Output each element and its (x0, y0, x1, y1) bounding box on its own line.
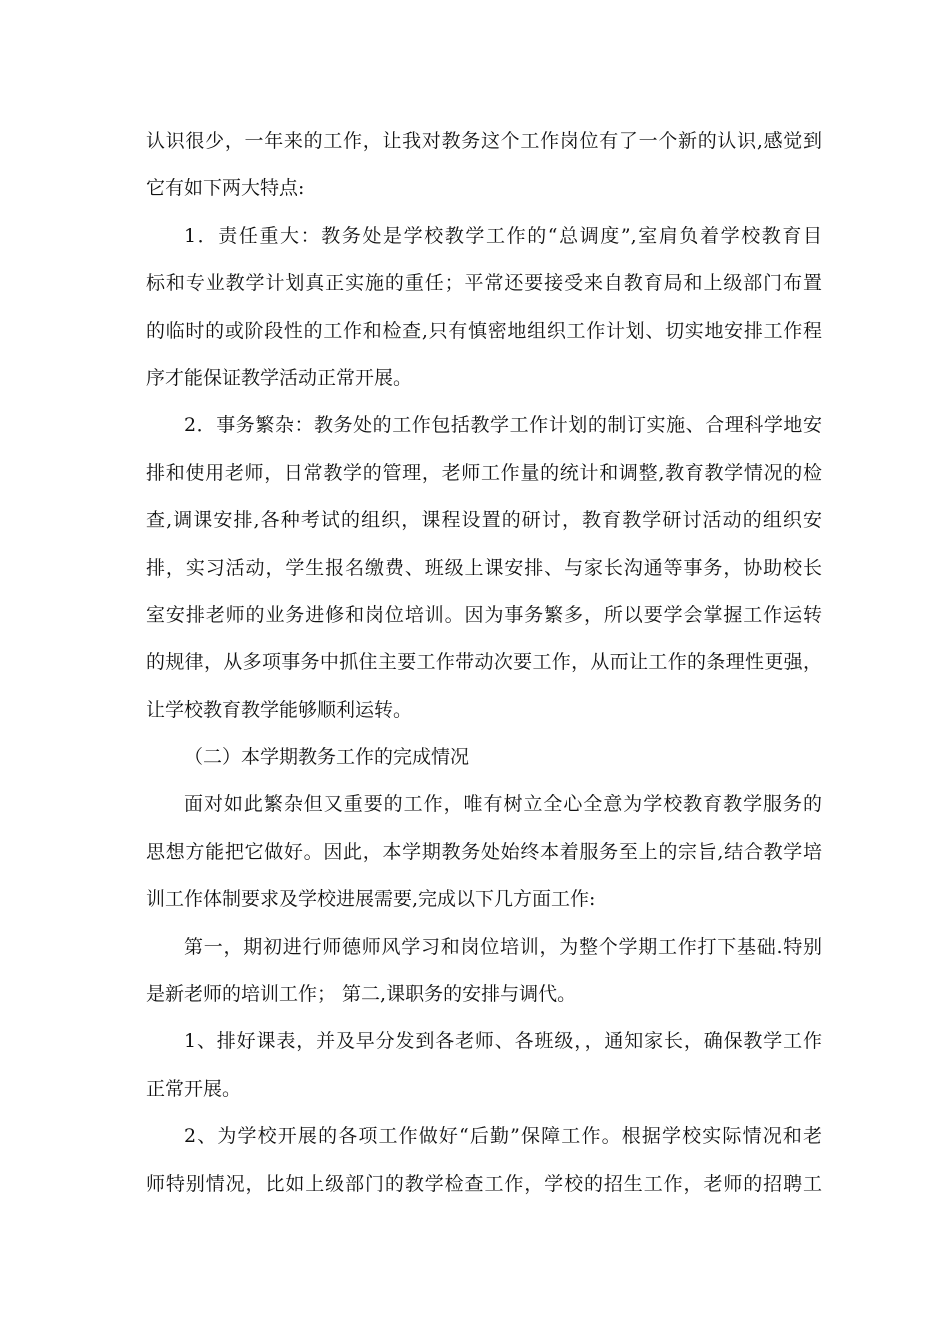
text-line: 排和使用老师，日常教学的管理，老师工作量的统计和调整,教育教学情况的检 (146, 461, 822, 484)
section-heading: （二）本学期教务工作的完成情况 (184, 746, 470, 769)
text-line: 室安排老师的业务进修和岗位培训。因为事务繁多，所以要学会掌握工作运转 (146, 603, 822, 626)
text-line: 让学校教育教学能够顺利运转。 (146, 698, 413, 721)
text-line: 查,调课安排,各种考试的组织，课程设置的研讨，教育教学研讨活动的组织安 (146, 509, 822, 532)
paragraph-start: 面对如此繁杂但又重要的工作，唯有树立全心全意为学校教育教学服务的 (184, 793, 822, 816)
paragraph-start: 1、排好课表，并及早分发到各老师、各班级，，通知家长，确保教学工作 (184, 1030, 822, 1053)
text-line: 标和专业教学计划真正实施的重任；平常还要接受来自教育局和上级部门布置 (146, 272, 822, 295)
text-line: 它有如下两大特点: (146, 177, 305, 200)
paragraph-start: 第一，期初进行师德师风学习和岗位培训，为整个学期工作打下基础.特别 (184, 935, 822, 958)
text-line: 序才能保证教学活动正常开展。 (146, 366, 413, 389)
paragraph-start: 2、为学校开展的各项工作做好“后勤”保障工作。根据学校实际情况和老 (184, 1125, 822, 1148)
text-line: 的规律，从多项事务中抓住主要工作带动次要工作，从而让工作的条理性更强， (146, 651, 822, 674)
text-line: 思想方能把它做好。因此，本学期教务处始终本着服务至上的宗旨,结合教学培 (146, 840, 822, 863)
text-line: 认识很少，一年来的工作，让我对教务这个工作岗位有了一个新的认识,感觉到 (146, 130, 822, 152)
text-line: 师特别情况，比如上级部门的教学检查工作，学校的招生工作，老师的招聘工 (146, 1172, 822, 1195)
document-body (146, 118, 822, 1208)
text-line: 排，实习活动，学生报名缴费、班级上课安排、与家长沟通等事务，协助校长 (146, 556, 822, 579)
text-line: 训工作体制要求及学校进展需要,完成以下几方面工作: (146, 888, 596, 911)
list-item-heading: 2．事务繁杂：教务处的工作包括教学工作计划的制订实施、合理科学地安 (184, 414, 822, 437)
list-item-heading: 1．责任重大：教务处是学校教学工作的“总调度”,室肩负着学校教育目 (184, 224, 822, 247)
text-line: 正常开展。 (146, 1077, 242, 1100)
text-line: 是新老师的培训工作； 第二,课职务的安排与调代。 (146, 983, 577, 1006)
text-line: 的临时的或阶段性的工作和检查,只有慎密地组织工作计划、切实地安排工作程 (146, 319, 822, 342)
